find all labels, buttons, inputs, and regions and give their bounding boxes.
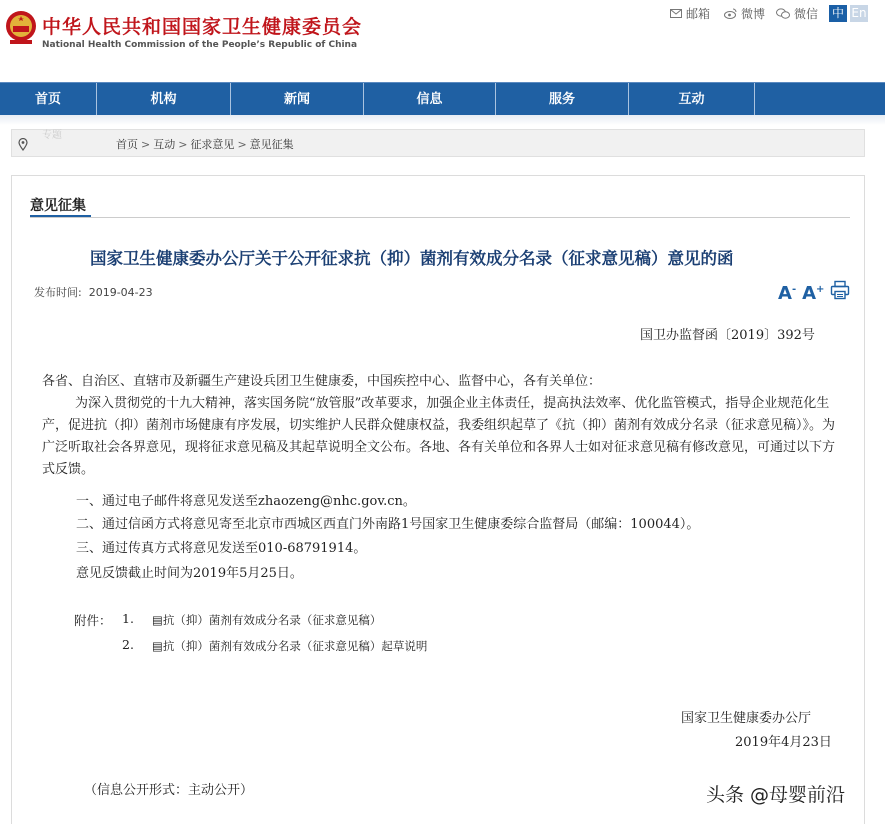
national-emblem-icon	[4, 8, 38, 46]
location-pin-icon	[18, 136, 28, 155]
weibo-label: 微博	[741, 7, 766, 21]
breadcrumb	[116, 136, 294, 152]
nav-item-blank	[755, 83, 885, 116]
breadcrumb-separator: >	[141, 138, 151, 151]
site-name-en: National Health Commission of the People’s Republic of China	[42, 40, 358, 50]
weibo-link[interactable]	[724, 5, 765, 22]
feedback-deadline: 意见反馈截止时间为2019年5月25日。	[76, 566, 303, 581]
wechat-label: 微信	[794, 7, 819, 21]
document-icon: ▤	[152, 639, 163, 653]
font-decrease-button[interactable]: A-	[778, 283, 797, 304]
body-paragraph: 为深入贯彻党的十九大精神，落实国务院“放管服”改革要求，加强企业主体责任，提高执法效率、优化监管模式，指导企业规范化生产，促进抗（抑）菌剂市场健康有序发展，切实维护人民群众健康权益，我委组织起草了《抗（抑）菌剂有效成分名录（征求意见稿）》。为广泛听取社会各界意见，现将征求意见稿及其起草说明全文公布。各地、各有关单位和各界人士如对征求意见稿有修改意见，可通过以下方式反馈。	[42, 396, 836, 477]
breadcrumb-faint-label: 专题	[42, 130, 62, 141]
attachment-item	[122, 637, 134, 652]
breadcrumb-item-interaction[interactable]: 互动	[153, 138, 176, 151]
attachment-item	[122, 611, 134, 626]
wechat-link[interactable]	[776, 5, 818, 22]
weibo-icon	[724, 8, 737, 19]
subnav-shadow	[0, 115, 885, 125]
lang-en-button[interactable]: En	[851, 6, 867, 20]
wechat-icon	[776, 8, 790, 19]
signer: 国家卫生健康委办公厅	[681, 711, 812, 726]
breadcrumb-separator: >	[237, 138, 247, 151]
article-title: 国家卫生健康委办公厅关于公开征求抗（抑）菌剂有效成分名录（征求意见稿）意见的函	[90, 249, 734, 268]
nav-item-home[interactable]: 首页	[0, 83, 97, 116]
publish-form: （信息公开形式：主动公开）	[84, 783, 254, 798]
document-icon: ▤	[152, 613, 163, 627]
site-name-cn[interactable]: 中华人民共和国国家卫生健康委员会	[42, 16, 363, 38]
attachment-number: 2.	[122, 637, 134, 652]
nav-item-institutions[interactable]: 机构	[97, 83, 231, 116]
breadcrumb-separator: >	[178, 138, 188, 151]
feedback-item-mail: 二、通过信函方式将意见寄至北京市西城区西直门外南路1号国家卫生健康委综合监督局（邮编：100044）。	[76, 517, 700, 532]
breadcrumb-item-home[interactable]: 首页	[116, 138, 138, 151]
nav-item-information[interactable]: 信息	[364, 83, 496, 116]
lang-cn-button[interactable]: 中	[829, 5, 847, 22]
attachment-number: 1.	[122, 611, 134, 626]
print-icon[interactable]	[830, 280, 850, 304]
attachment-link-2[interactable]: ▤抗（抑）菌剂有效成分名录（征求意见稿）起草说明	[152, 639, 428, 653]
attachment-label: 附件：	[74, 613, 112, 628]
breadcrumb-item-current[interactable]: 意见征集	[249, 138, 294, 151]
mail-label: 邮箱	[686, 7, 711, 21]
nav-item-interaction[interactable]: 互动	[629, 83, 755, 116]
nav-item-services[interactable]: 服务	[496, 83, 629, 116]
document-number: 国卫办监督函〔2019〕392号	[640, 328, 815, 343]
section-title: 意见征集	[30, 198, 86, 214]
publish-date-value: 2019-04-23	[88, 286, 153, 299]
publish-date-label: 发布时间:	[34, 286, 82, 299]
attachment-link-1[interactable]: ▤抗（抑）菌剂有效成分名录（征求意见稿）	[152, 613, 382, 627]
font-increase-button[interactable]: A+	[802, 283, 825, 304]
breadcrumb-item-consultation[interactable]: 征求意见	[190, 138, 235, 151]
main-nav	[0, 82, 885, 116]
nav-item-news[interactable]: 新闻	[231, 83, 364, 116]
mail-icon	[670, 9, 682, 18]
article-tools	[778, 280, 850, 304]
sign-date: 2019年4月23日	[735, 735, 832, 750]
watermark: 头条 @母婴前沿	[706, 784, 846, 806]
salutation: 各省、自治区、直辖市及新疆生产建设兵团卫生健康委，中国疾控中心、监督中心，各有关单位：	[42, 374, 602, 389]
mail-link[interactable]	[670, 5, 710, 22]
feedback-item-email: 一、通过电子邮件将意见发送至zhaozeng@nhc.gov.cn。	[76, 494, 416, 509]
feedback-item-fax: 三、通过传真方式将意见发送至010-68791914。	[76, 541, 367, 556]
section-divider	[30, 217, 850, 218]
publish-date	[34, 284, 153, 300]
